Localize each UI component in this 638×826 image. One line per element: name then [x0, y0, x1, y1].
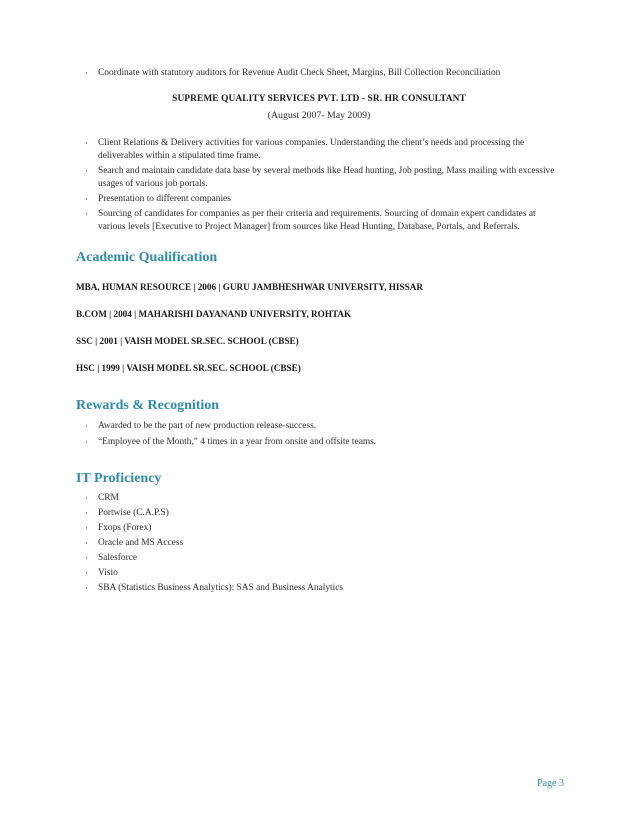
previous-role-bullet-list	[82, 67, 562, 80]
bullet-text: Client Relations & Delivery activities for various companies. Understanding the client’s needs and processing the deliverables within a stipulated time frame.	[98, 138, 525, 161]
it-proficiency-heading: IT Proficiency	[76, 471, 162, 486]
bullet-text: Sourcing of candidates for companies as per their criteria and requirements. Sourcing of domain expert candidates at various levels [Executive to Project Manager] from sources like Head Hunting, Database, Portals, and Referrals.	[98, 209, 536, 232]
bullet-icon: ·	[85, 568, 88, 578]
bullet-text: SBA (Statistics Business Analytics): SAS and Business Analytics	[98, 583, 344, 593]
bullet-text: CRM	[98, 493, 119, 503]
bullet-icon: ·	[85, 523, 88, 533]
bullet-text: Oracle and MS Access	[98, 538, 184, 548]
bullet-icon: ·	[85, 493, 88, 503]
list-item	[82, 137, 562, 163]
list-item	[82, 67, 562, 80]
list-item	[82, 567, 562, 580]
list-item	[82, 537, 562, 550]
company-title: SUPREME QUALITY SERVICES PVT. LTD - SR. HR CONSULTANT	[172, 94, 466, 104]
bullet-text: Portwise (C.A.P.S)	[98, 508, 169, 518]
list-item	[82, 552, 562, 565]
rewards-heading: Rewards & Recognition	[76, 398, 220, 413]
list-item	[82, 208, 562, 234]
rewards-list	[82, 420, 562, 452]
bullet-text: Salesforce	[98, 553, 138, 563]
bullet-text: Visio	[98, 568, 118, 578]
bullet-text: Coordinate with statutory auditors for Revenue Audit Check Sheet, Margins, Bill Collection Reconciliation	[98, 68, 501, 78]
bullet-icon: ·	[85, 553, 88, 563]
academic-heading: Academic Qualification	[76, 250, 218, 265]
bullet-icon: ·	[85, 166, 88, 176]
list-item	[82, 165, 562, 191]
bullet-text: Fxops (Forex)	[98, 523, 152, 533]
bullet-text: “Employee of the Month,” 4 times in a year from onsite and offsite teams.	[98, 437, 377, 447]
education-item-bcom: B.COM | 2004 | MAHARISHI DAYANAND UNIVERSITY, ROHTAK	[76, 309, 352, 319]
bullet-icon: ·	[85, 583, 88, 593]
list-item	[82, 582, 562, 595]
list-item	[82, 436, 562, 449]
it-proficiency-list	[82, 492, 562, 597]
job-responsibilities-list	[82, 137, 562, 236]
list-item	[82, 507, 562, 520]
education-item-mba: MBA, HUMAN RESOURCE | 2006 | GURU JAMBHESHWAR UNIVERSITY, HISSAR	[76, 282, 424, 292]
bullet-text: Search and maintain candidate data base by several methods like Head hunting, Job posting, Mass mailing with excessive usages of various job portals.	[98, 166, 555, 189]
bullet-icon: ·	[85, 538, 88, 548]
list-item	[82, 492, 562, 505]
bullet-icon: ·	[85, 209, 88, 219]
education-item-hsc: HSC | 1999 | VAISH MODEL SR.SEC. SCHOOL (CBSE)	[76, 363, 301, 373]
bullet-icon: ·	[85, 138, 88, 148]
bullet-icon: ·	[85, 194, 88, 204]
bullet-icon: ·	[85, 508, 88, 518]
list-item	[82, 420, 562, 433]
employment-period: (August 2007- May 2009)	[267, 110, 371, 121]
education-item-ssc: SSC | 2001 | VAISH MODEL SR.SEC. SCHOOL (CBSE)	[76, 336, 299, 346]
bullet-text: Awarded to be the part of new production release-success.	[98, 421, 317, 431]
list-item	[82, 193, 562, 206]
list-item	[82, 522, 562, 535]
page-number: Page 3	[537, 778, 564, 789]
bullet-icon: ·	[85, 421, 88, 431]
bullet-icon: ·	[85, 437, 88, 447]
bullet-icon: ·	[85, 68, 88, 78]
bullet-text: Presentation to different companies	[98, 194, 231, 204]
